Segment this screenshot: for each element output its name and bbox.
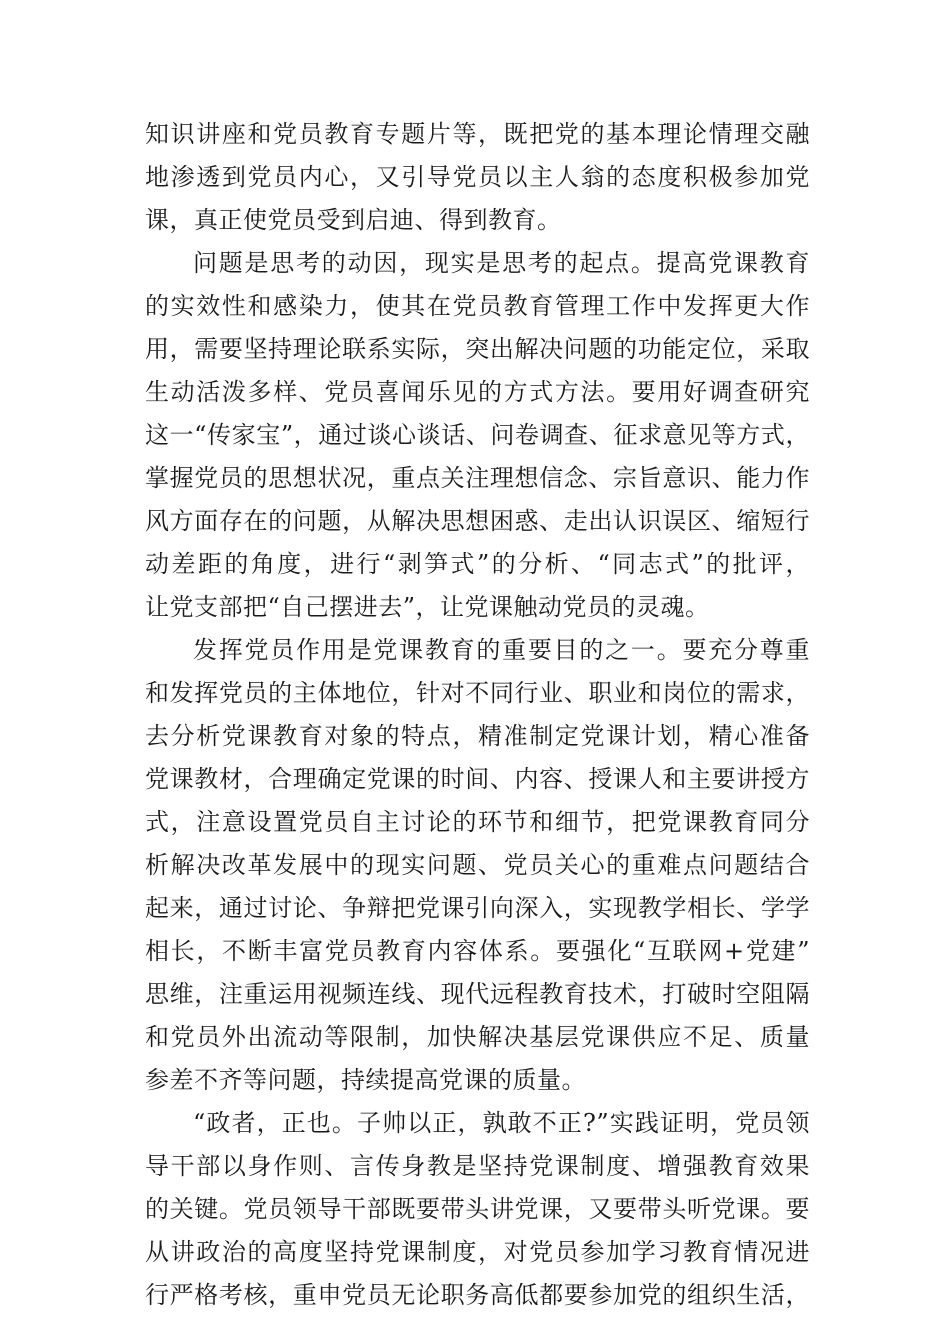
text-line: 参差不齐等问题，持续提高党课的质量。	[145, 1066, 586, 1094]
text-line: 和党员外出流动等限制，加快解决基层党课供应不足、质量	[145, 1023, 810, 1051]
text-line: 的关键。党员领导干部既要带头讲党课，又要带头听党课。要	[145, 1195, 810, 1223]
text-line: 地渗透到党员内心，又引导党员以主人翁的态度积极参加党	[145, 163, 810, 191]
text-line: 起来，通过讨论、争辩把党课引向深入，实现教学相长、学学	[145, 894, 810, 922]
paragraph-first-line: 发挥党员作用是党课教育的重要目的之一。要充分尊重	[193, 636, 810, 664]
text-line: 思维，注重运用视频连线、现代远程教育技术，打破时空阻隔	[145, 980, 810, 1008]
text-line: 这一“传家宝”，通过谈心谈话、问卷调查、征求意见等方式，	[145, 421, 810, 449]
text-line: 让党支部把“自己摆进去”，让党课触动党员的灵魂。	[145, 593, 710, 621]
text-line: 行严格考核，重申党员无论职务高低都要参加党的组织生活，	[145, 1281, 810, 1309]
paragraph-first-line: 问题是思考的动因，现实是思考的起点。提高党课教育	[193, 249, 810, 277]
text-line: 动差距的角度，进行“剥笋式”的分析、“同志式”的批评，	[145, 550, 810, 578]
text-line: 掌握党员的思想状况，重点关注理想信念、宗旨意识、能力作	[145, 464, 810, 492]
text-line: 的实效性和感染力，使其在党员教育管理工作中发挥更大作	[145, 292, 810, 320]
text-line: 导干部以身作则、言传身教是坚持党课制度、增强教育效果	[145, 1152, 810, 1180]
text-line: 和发挥党员的主体地位，针对不同行业、职业和岗位的需求，	[145, 679, 810, 707]
text-line: 式，注意设置党员自主讨论的环节和细节，把党课教育同分	[145, 808, 810, 836]
text-line: 用，需要坚持理论联系实际，突出解决问题的功能定位，采取	[145, 335, 810, 363]
text-line: 生动活泼多样、党员喜闻乐见的方式方法。要用好调查研究	[145, 378, 810, 406]
text-line: 党课教材，合理确定党课的时间、内容、授课人和主要讲授方	[145, 765, 810, 793]
text-line: 去分析党课教育对象的特点，精准制定党课计划，精心准备	[145, 722, 810, 750]
text-line: 析解决改革发展中的现实问题、党员关心的重难点问题结合	[145, 851, 810, 879]
text-line: 知识讲座和党员教育专题片等，既把党的基本理论情理交融	[145, 120, 810, 148]
text-line: 从讲政治的高度坚持党课制度，对党员参加学习教育情况进	[145, 1238, 810, 1266]
text-line: 风方面存在的问题，从解决思想困惑、走出认识误区、缩短行	[145, 507, 810, 535]
text-line: 课，真正使党员受到启迪、得到教育。	[145, 206, 562, 234]
text-line: 相长，不断丰富党员教育内容体系。要强化“互联网+党建”	[145, 937, 810, 965]
paragraph-first-line: “政者，正也。子帅以正，孰敢不正?”实践证明，党员领	[193, 1109, 810, 1137]
